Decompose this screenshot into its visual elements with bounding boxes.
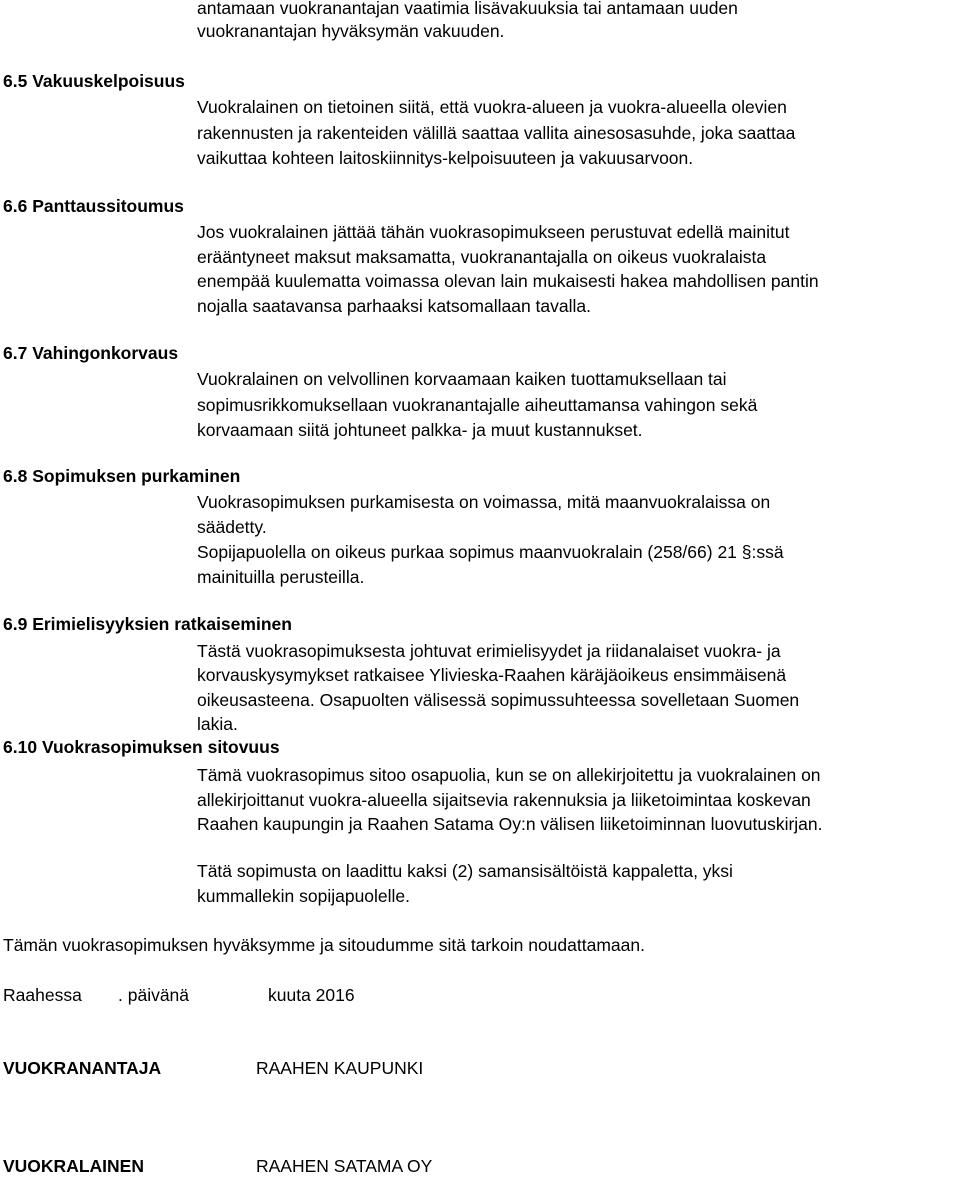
body-text-line: vuokranantajan hyväksymän vakuuden. [197,21,505,41]
body-text-line: erääntyneet maksut maksamatta, vuokranantajalla on oikeus vuokralaista [197,247,767,267]
section-title: Vahingonkorvaus [32,343,179,363]
body-text-line: säädetty. [197,517,267,537]
section-number: 6.8 [3,466,28,486]
body-text-line: Vuokralainen on tietoinen siitä, että vuokra-alueen ja vuokra-alueella olevien [197,97,787,117]
section-heading-6-6 [3,195,184,217]
section-number: 6.5 [3,71,28,91]
body-text-line: mainituilla perusteilla. [197,567,365,587]
body-text-line: Vuokralainen on velvollinen korvaamaan kaiken tuottamuksellaan tai [197,369,727,389]
section-number: 6.6 [3,196,28,216]
party-name-lessee: RAAHEN SATAMA OY [256,1156,433,1176]
section-heading-6-8 [3,465,240,487]
body-text-line: korvauskysymykset ratkaisee Ylivieska-Raahen käräjäoikeus ensimmäisenä [197,665,787,685]
date-month-year: kuuta 2016 [268,985,355,1005]
section-title: Panttaussitoumus [32,196,184,216]
body-text-line: Tämä vuokrasopimus sitoo osapuolia, kun se on allekirjoitettu ja vuokralainen on [197,765,821,785]
party-role-lessor: VUOKRANANTAJA [3,1058,162,1078]
section-title: Sopimuksen purkaminen [32,466,241,486]
section-number: 6.9 [3,614,28,634]
body-text-line: korvaamaan siitä johtuneet palkka- ja muut kustannukset. [197,420,643,440]
section-number: 6.10 [3,737,38,757]
party-name-lessor: RAAHEN KAUPUNKI [256,1058,424,1078]
body-text-line: lakia. [197,714,238,734]
body-text-line: Sopijapuolella on oikeus purkaa sopimus maanvuokralain (258/66) 21 §:ssä [197,542,784,562]
body-text-line: nojalla saatavansa parhaaksi katsomallaan tavalla. [197,296,591,316]
date-place: Raahessa [3,985,82,1005]
body-text-line: Tästä vuokrasopimuksesta johtuvat erimielisyydet ja riidanalaiset vuokra- ja [197,641,781,661]
party-role-lessee: VUOKRALAINEN [3,1156,144,1176]
body-text-line: Vuokrasopimuksen purkamisesta on voimassa, mitä maanvuokralaissa on [197,492,771,512]
body-text-line: Tätä sopimusta on laadittu kaksi (2) samansisältöistä kappaletta, yksi [197,861,733,881]
date-day: . päivänä [118,985,190,1005]
closing-statement: Tämän vuokrasopimuksen hyväksymme ja sitoudumme sitä tarkoin noudattamaan. [3,935,645,955]
section-title: Vakuuskelpoisuus [32,71,185,91]
body-text-line: enempää kuulematta voimassa olevan lain mukaisesti hakea mahdollisen pantin [197,271,819,291]
body-text-line: oikeusasteena. Osapuolten välisessä sopimussuhteessa sovelletaan Suomen [197,690,800,710]
section-title: Erimielisyyksien ratkaiseminen [32,614,292,634]
body-text-line: rakennusten ja rakenteiden välillä saattaa vallita ainesosasuhde, joka saattaa [197,123,796,143]
section-heading-6-5 [3,70,185,92]
body-text-line: kummallekin sopijapuolelle. [197,886,411,906]
section-heading-6-10 [3,736,280,758]
body-text-line: Raahen kaupungin ja Raahen Satama Oy:n välisen liiketoiminnan luovutuskirjan. [197,814,823,834]
body-text-line: antamaan vuokranantajan vaatimia lisävakuuksia tai antamaan uuden [197,0,738,18]
section-title: Vuokrasopimuksen sitovuus [41,737,280,757]
section-heading-6-9 [3,613,292,635]
section-heading-6-7 [3,342,178,364]
body-text-line: allekirjoittanut vuokra-alueella sijaitsevia rakennuksia ja liiketoimintaa koskevan [197,790,811,810]
body-text-line: Jos vuokralainen jättää tähän vuokrasopimukseen perustuvat edellä mainitut [197,222,790,242]
section-number: 6.7 [3,343,28,363]
body-text-line: sopimusrikkomuksellaan vuokranantajalle aiheuttamansa vahingon sekä [197,395,758,415]
body-text-line: vaikuttaa kohteen laitoskiinnitys-kelpoisuuteen ja vakuusarvoon. [197,148,694,168]
